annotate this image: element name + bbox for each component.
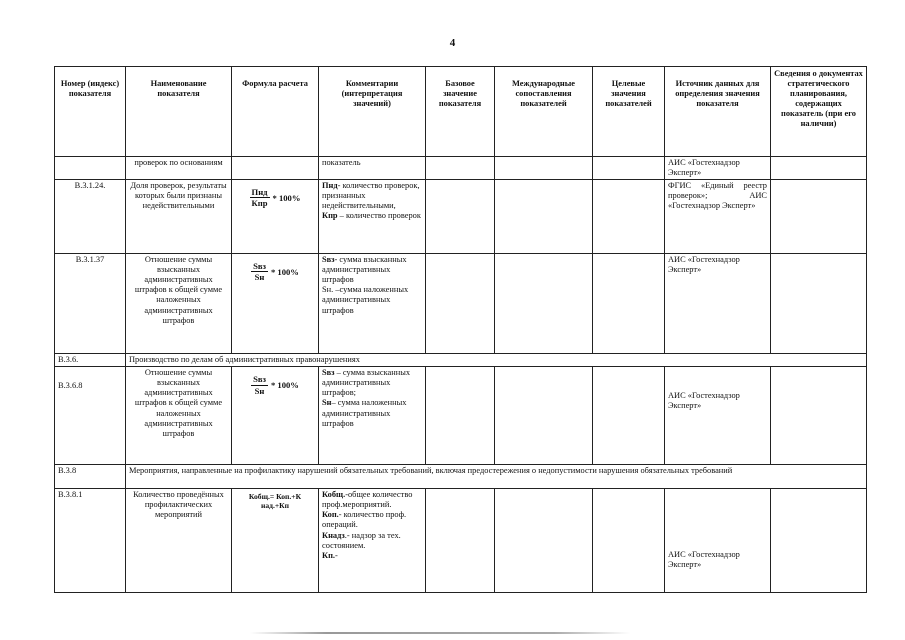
- comment-text: -: [335, 550, 338, 560]
- header-target: Целевые значения показателей: [593, 67, 665, 157]
- comment-text: -общее количество проф.мероприятий.: [322, 490, 413, 510]
- row-target: [593, 157, 665, 180]
- row-source: АИС «Гостехнадзор Эксперт»: [665, 367, 771, 465]
- row-formula: [232, 367, 319, 465]
- row-international: [495, 180, 593, 254]
- formula-denominator: Sн: [254, 272, 265, 283]
- row-formula: [232, 180, 319, 254]
- row-docs: [771, 254, 867, 354]
- row-index: В.3.6.: [55, 354, 126, 367]
- row-target: [593, 180, 665, 254]
- row-comment: [319, 254, 426, 354]
- formula-multiplier: * 100%: [270, 266, 299, 277]
- formula-multiplier: * 100%: [270, 379, 299, 390]
- comment-symbol: Sвз: [322, 255, 335, 265]
- table-row: [55, 489, 867, 593]
- header-name: Наименование показателя: [126, 67, 232, 157]
- row-base: [426, 180, 495, 254]
- row-index: В.3.1.37: [55, 254, 126, 354]
- formula-denominator: Кпр: [251, 198, 268, 209]
- row-name: Отношение суммы взысканных административных штрафов к общей сумме наложенных административных штрафов: [126, 367, 232, 465]
- header-comments: Комментарии (интерпретация значений): [319, 67, 426, 157]
- row-index: В.3.1.24.: [55, 180, 126, 254]
- section-title: Производство по делам об административных правонарушениях: [126, 354, 867, 367]
- section-row: [55, 354, 867, 367]
- row-base: [426, 157, 495, 180]
- row-base: [426, 367, 495, 465]
- header-international: Международные сопоставления показателей: [495, 67, 593, 157]
- table-row: [55, 254, 867, 354]
- row-name: Количество проведённых профилактических мероприятий: [126, 489, 232, 593]
- row-index: В.3.8: [55, 465, 126, 489]
- row-comment: [319, 367, 426, 465]
- row-comment: [319, 489, 426, 593]
- row-docs: [771, 157, 867, 180]
- section-row: [55, 465, 867, 489]
- row-target: [593, 254, 665, 354]
- row-target: [593, 489, 665, 593]
- table-row: [55, 157, 867, 180]
- row-docs: [771, 367, 867, 465]
- table-row: [55, 180, 867, 254]
- formula-fraction: [235, 187, 315, 209]
- comment-symbol: Коп.: [322, 510, 339, 520]
- row-comment: [319, 180, 426, 254]
- row-international: [495, 157, 593, 180]
- row-name: Отношение суммы взысканных административных штрафов к общей сумме наложенных административных штрафов: [126, 254, 232, 354]
- formula-text: Кобщ.= Коп.+К над.+Кп: [248, 492, 302, 511]
- row-international: [495, 254, 593, 354]
- comment-symbol: Кп.: [322, 550, 335, 560]
- scan-edge-line: [250, 632, 630, 634]
- comment-text: - количество проф. операций.: [322, 510, 407, 530]
- header-source: Источник данных для определения значения показателя: [665, 67, 771, 157]
- comment-symbol: Sвз: [322, 368, 335, 378]
- comment-symbol: Sн: [322, 398, 332, 408]
- formula-numerator: Пнд: [251, 187, 268, 198]
- row-formula: [232, 157, 319, 180]
- comment-text: – сумма наложенных административных штрафов: [322, 398, 407, 428]
- indicators-table: [54, 66, 867, 593]
- comment-symbol: Кпр: [322, 211, 338, 221]
- comment-symbol: Кобщ.: [322, 490, 346, 500]
- row-name: проверок по основаниям: [126, 157, 232, 180]
- comment-text: Sн. –сумма наложенных административных штрафов: [322, 285, 409, 315]
- page-number: 4: [449, 37, 456, 49]
- formula-numerator: Sвз: [253, 374, 266, 385]
- row-docs: [771, 180, 867, 254]
- row-target: [593, 367, 665, 465]
- row-formula: [232, 254, 319, 354]
- row-comment: показатель: [319, 157, 426, 180]
- comment-symbol: Пнд: [322, 181, 338, 191]
- row-index: В.3.6.8: [55, 367, 126, 465]
- row-index: [55, 157, 126, 180]
- row-source: ФГИС «Единый реестр проверок»; АИС «Гостехнадзор Эксперт»: [665, 180, 771, 254]
- row-international: [495, 489, 593, 593]
- row-source: АИС «Гостехнадзор Эксперт»: [665, 254, 771, 354]
- header-docs: Сведения о документах стратегического планирования, содержащих показатель (при его наличии): [771, 67, 867, 157]
- row-source: [665, 489, 771, 593]
- comment-symbol: Кнадз: [322, 530, 345, 540]
- formula-multiplier: * 100%: [272, 192, 301, 203]
- row-name: Доля проверок, результаты которых были признаны недействительными: [126, 180, 232, 254]
- comment-text: .- надзор за тех. состоянием.: [322, 530, 401, 550]
- row-base: [426, 254, 495, 354]
- row-base: [426, 489, 495, 593]
- header-formula: Формула расчета: [232, 67, 319, 157]
- formula-fraction: [235, 374, 315, 396]
- table-row: [55, 367, 867, 465]
- row-source-text: АИС «Гостехнадзор Эксперт»: [668, 550, 740, 570]
- comment-text: - количество проверок, признанных недействительными,: [322, 181, 420, 211]
- row-source: АИС «Гостехнадзор Эксперт»: [665, 157, 771, 180]
- header-index: Номер (индекс) показателя: [55, 67, 126, 157]
- row-docs: [771, 489, 867, 593]
- row-international: [495, 367, 593, 465]
- comment-text: - сумма взысканных административных штрафов: [322, 255, 407, 285]
- header-base: Базовое значение показателя: [426, 67, 495, 157]
- comment-text: – сумма взысканных административных штрафов;: [322, 368, 411, 398]
- formula-fraction: [235, 261, 315, 283]
- formula-denominator: Sн: [254, 385, 265, 396]
- section-title: Мероприятия, направленные на профилактику нарушений обязательных требований, включая предостережения о недопустимости нарушения обязательных требований: [126, 465, 867, 489]
- header-row: [55, 67, 867, 157]
- row-index: В.3.8.1: [55, 489, 126, 593]
- row-formula: [232, 489, 319, 593]
- formula-numerator: Sвз: [253, 261, 266, 272]
- comment-text: – количество проверок: [337, 211, 421, 221]
